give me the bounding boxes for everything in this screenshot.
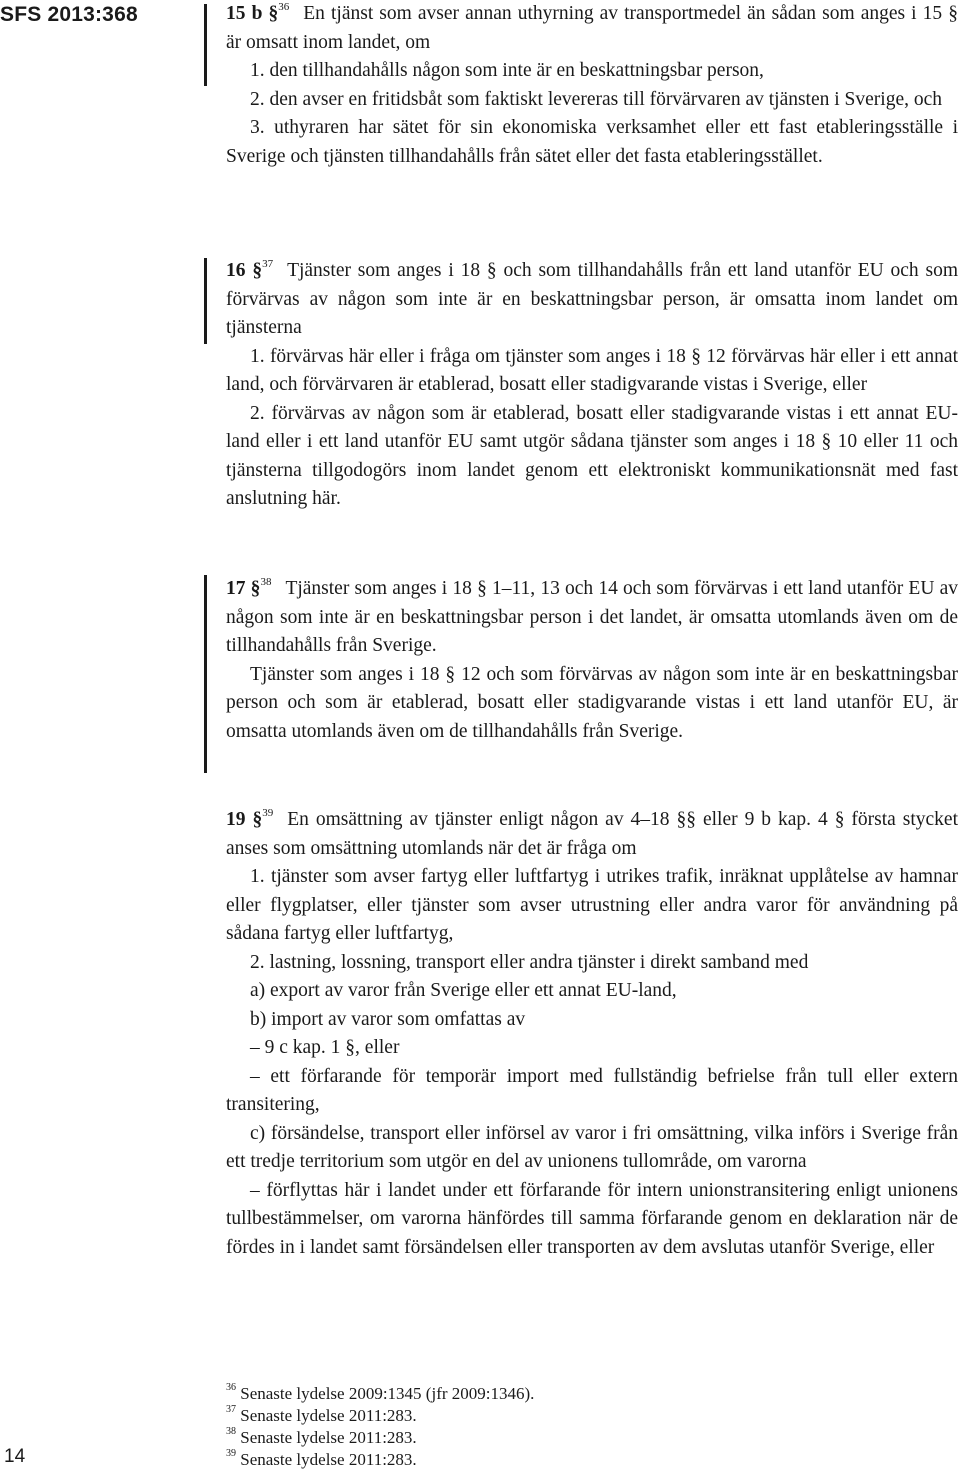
- footnote-text: Senaste lydelse 2011:283.: [240, 1406, 417, 1425]
- footnote-number: 39: [226, 1448, 236, 1460]
- lead-text: Tjänster som anges i 18 § 1–11, 13 och 14 och som förvärvas i ett land utanför EU av någon som inte är en beskattningsbar person i det landet, är omsatta utomlands även om de tillhandahålls från Sverige.: [226, 578, 959, 656]
- page-number: 14: [4, 1446, 26, 1467]
- footnote: [226, 1427, 946, 1449]
- section-16: [226, 257, 958, 514]
- list-item: c) försändelse, transport eller införsel av varor i fri omsättning, vilka införs i Sverige från ett tredje territorium som utgör en del av unionens tullområde, om varorna: [226, 1122, 958, 1172]
- change-bar: [204, 4, 207, 86]
- section-lead: [226, 257, 958, 343]
- section-number: 15 b §: [226, 3, 279, 24]
- list-item: 2. lastning, lossning, transport eller andra tjänster i direkt samband med: [250, 951, 809, 973]
- section-number: 19 §: [226, 809, 263, 830]
- list-item: – förflyttas här i landet under ett förfarande för intern unionstransitering enligt unionens tullbestämmelser, om varorna hänfördes till samma förfarande genom en deklaration när de fördes in i landet samt försändelsen eller transporten av dem avslutas utanför Sverige, eller: [226, 1179, 958, 1258]
- footnote-ref: 37: [262, 257, 274, 270]
- lead-text: En tjänst som avser annan uthyrning av transportmedel än sådan som anges i 15 § är omsatt inom landet, om: [226, 3, 958, 53]
- lead-text: En omsättning av tjänster enligt någon av 4–18 §§ eller 9 b kap. 4 § första stycket anses som omsättning utomlands när det är fråga om: [226, 809, 958, 859]
- footnote-ref: 39: [262, 806, 274, 819]
- list-item: 1. den tillhandahålls någon som inte är en beskattningsbar person,: [250, 60, 764, 81]
- sfs-number: SFS 2013:368: [0, 3, 138, 26]
- list-item: a) export av varor från Sverige eller ett annat EU-land,: [250, 980, 677, 1001]
- section-lead: [226, 0, 958, 57]
- section-15b: [226, 0, 958, 171]
- list-item: 2. den avser en fritidsbåt som faktiskt levereras till förvärvaren av tjänsten i Sverige, och: [250, 88, 943, 110]
- section-17: [226, 575, 958, 746]
- footnote-number: 36: [226, 1382, 236, 1394]
- section-number: 17 §: [226, 578, 261, 599]
- footnote-number: 37: [226, 1404, 236, 1416]
- list-item: – ett förfarande för temporär import med fullständig befrielse från tull eller extern transitering,: [226, 1065, 958, 1115]
- section-number: 16 §: [226, 260, 263, 281]
- list-item: 1. förvärvas här eller i fråga om tjänster som anges i 18 § 12 förvärvas här eller i ett annat land, och förvärvaren är etablerad, bosatt eller stadigvarande vistas i Sverige, eller: [226, 345, 958, 395]
- section-19: [226, 806, 958, 1262]
- list-item: b) import av varor som omfattas av: [250, 1008, 526, 1030]
- list-item: 1. tjänster som avser fartyg eller luftfartyg i utrikes trafik, inräknat upplåtelse av hamnar eller flygplatser, eller tjänster som avser utrustning eller andra varor för användning på sådana fartyg eller luftfartyg,: [226, 866, 958, 944]
- change-bar: [204, 575, 207, 773]
- footnote-ref: 38: [260, 575, 272, 588]
- footnote-text: Senaste lydelse 2009:1345 (jfr 2009:1346).: [240, 1384, 535, 1403]
- section-lead: [226, 806, 958, 863]
- list-item: 2. förvärvas av någon som är etablerad, bosatt eller stadigvarande vistas i ett annat EU-land eller i ett land utanför EU samt utgör sådana tjänster som anges i 18 § 10 eller 11 och tjänsterna tillgodogörs inom landet genom ett elektroniskt kommunikationsnät med fast anslutning här.: [226, 402, 958, 509]
- footnote: [226, 1405, 946, 1427]
- lead-text: Tjänster som anges i 18 § och som tillhandahålls från ett land utanför EU och som förvärvas av någon som inte är en beskattningsbar person, är omsatta inom landet om tjänsterna: [226, 260, 959, 338]
- section-lead: [226, 575, 958, 661]
- paragraph: Tjänster som anges i 18 § 12 och som förvärvas av någon som inte är en beskattningsbar person och som är etablerad, bosatt eller stadigvarande vistas i ett land utanför EU, är omsatta utomlands även om de tillhandahålls från Sverige.: [226, 663, 958, 742]
- change-bar: [204, 258, 207, 344]
- footnote-text: Senaste lydelse 2011:283.: [240, 1428, 417, 1447]
- footnote: [226, 1449, 946, 1471]
- list-item: 3. uthyraren har sätet för sin ekonomiska verksamhet eller ett fast etableringsställe i Sverige och tjänsten tillhandahålls från sätet eller det fasta etableringsstället.: [226, 117, 958, 167]
- footnote-number: 38: [226, 1426, 236, 1438]
- footnotes: [226, 1383, 946, 1471]
- footnote: [226, 1383, 946, 1405]
- list-item: – 9 c kap. 1 §, eller: [250, 1037, 400, 1058]
- footnote-ref: 36: [278, 0, 290, 13]
- footnote-text: Senaste lydelse 2011:283.: [240, 1450, 417, 1469]
